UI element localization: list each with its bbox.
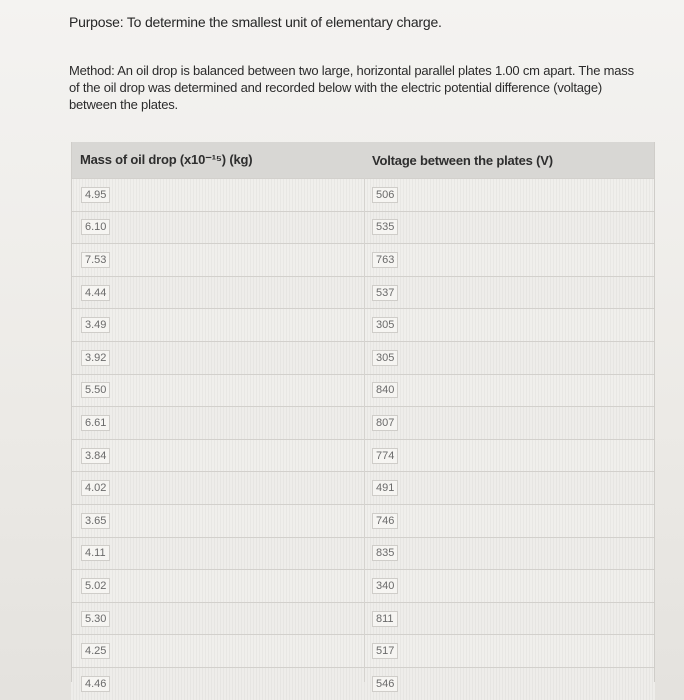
voltage-cell — [364, 513, 655, 529]
mass-cell — [71, 611, 364, 627]
mass-cell — [71, 350, 364, 366]
voltage-value: 840 — [372, 382, 398, 398]
table-row — [71, 406, 655, 439]
voltage-value: 491 — [372, 480, 398, 496]
data-table — [71, 142, 655, 700]
table-row — [71, 667, 655, 700]
voltage-value: 305 — [372, 350, 398, 366]
voltage-cell — [364, 187, 655, 203]
mass-value: 6.10 — [81, 219, 110, 235]
voltage-value: 535 — [372, 219, 398, 235]
voltage-value: 807 — [372, 415, 398, 431]
mass-cell — [71, 513, 364, 529]
mass-cell — [71, 382, 364, 398]
table-row — [71, 211, 655, 244]
table-header-row — [71, 142, 655, 178]
table-row — [71, 439, 655, 472]
header-mass: Mass of oil drop (x10⁻¹⁵) (kg) — [80, 152, 253, 167]
mass-value: 5.30 — [81, 611, 110, 627]
voltage-value: 746 — [372, 513, 398, 529]
voltage-cell — [364, 545, 655, 561]
mass-cell — [71, 285, 364, 301]
voltage-value: 537 — [372, 285, 398, 301]
mass-value: 3.84 — [81, 448, 110, 464]
voltage-value: 305 — [372, 317, 398, 333]
table-row — [71, 504, 655, 537]
table-row — [71, 634, 655, 667]
table-row — [71, 537, 655, 570]
mass-value: 3.92 — [81, 350, 110, 366]
mass-value: 5.50 — [81, 382, 110, 398]
voltage-cell — [364, 350, 655, 366]
header-voltage: Voltage between the plates (V) — [372, 152, 553, 168]
voltage-cell — [364, 448, 655, 464]
mass-value: 4.95 — [81, 187, 110, 203]
mass-cell — [71, 480, 364, 496]
mass-cell — [71, 545, 364, 561]
method-text: Method: An oil drop is balanced between two large, horizontal parallel plates 1.00 cm apart. The mass of the oil drop was determined and recorded below with the electric potential difference (voltage) between the plates. — [69, 63, 634, 112]
voltage-cell — [364, 285, 655, 301]
mass-value: 4.11 — [81, 545, 110, 561]
mass-value: 4.46 — [81, 676, 110, 692]
mass-value: 6.61 — [81, 415, 110, 431]
voltage-cell — [364, 643, 655, 659]
voltage-cell — [364, 578, 655, 594]
voltage-cell — [364, 480, 655, 496]
table-row — [71, 374, 655, 407]
table-row — [71, 341, 655, 374]
table-row — [71, 308, 655, 341]
table-row — [71, 569, 655, 602]
voltage-cell — [364, 676, 655, 692]
mass-cell — [71, 317, 364, 333]
voltage-value: 517 — [372, 643, 398, 659]
voltage-value: 763 — [372, 252, 398, 268]
table-row — [71, 602, 655, 635]
mass-value: 5.02 — [81, 578, 110, 594]
mass-value: 4.25 — [81, 643, 110, 659]
mass-value: 7.53 — [81, 252, 110, 268]
purpose-text: Purpose: To determine the smallest unit of elementary charge. — [69, 14, 442, 30]
mass-value: 4.44 — [81, 285, 110, 301]
voltage-value: 340 — [372, 578, 398, 594]
voltage-value: 774 — [372, 448, 398, 464]
mass-cell — [71, 448, 364, 464]
voltage-cell — [364, 317, 655, 333]
voltage-cell — [364, 382, 655, 398]
mass-cell — [71, 187, 364, 203]
table-row — [71, 178, 655, 211]
mass-value: 4.02 — [81, 480, 110, 496]
table-body — [71, 178, 655, 700]
mass-cell — [71, 415, 364, 431]
voltage-cell — [364, 415, 655, 431]
mass-cell — [71, 219, 364, 235]
voltage-cell — [364, 252, 655, 268]
voltage-value: 546 — [372, 676, 398, 692]
voltage-cell — [364, 219, 655, 235]
mass-cell — [71, 252, 364, 268]
table-row — [71, 276, 655, 309]
table-row — [71, 243, 655, 276]
mass-cell — [71, 578, 364, 594]
column-divider — [364, 178, 365, 682]
voltage-cell — [364, 611, 655, 627]
mass-value: 3.49 — [81, 317, 110, 333]
mass-cell — [71, 676, 364, 692]
voltage-value: 506 — [372, 187, 398, 203]
mass-cell — [71, 643, 364, 659]
voltage-value: 835 — [372, 545, 398, 561]
mass-value: 3.65 — [81, 513, 110, 529]
table-row — [71, 471, 655, 504]
voltage-value: 811 — [372, 611, 398, 627]
